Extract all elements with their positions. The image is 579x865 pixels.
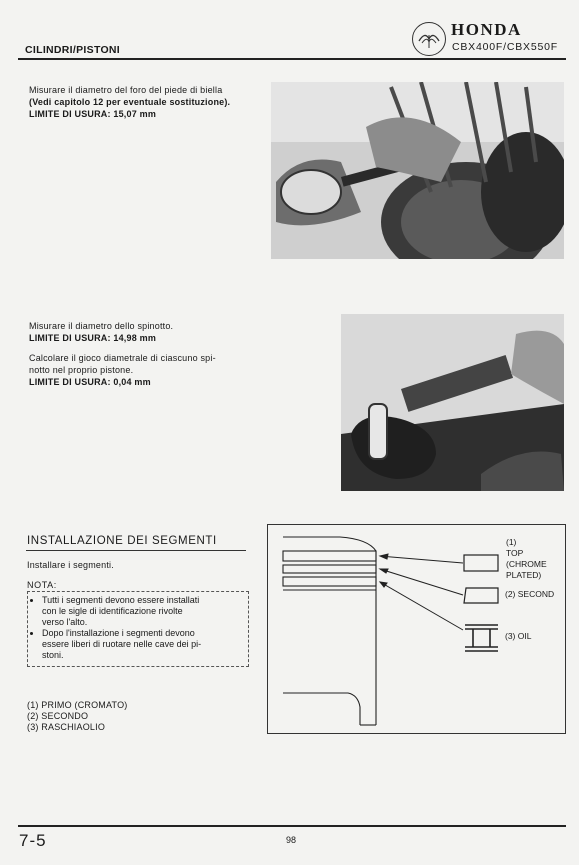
note-box xyxy=(27,591,249,667)
page-number: 7-5 xyxy=(19,831,47,850)
oil-ring-section xyxy=(465,625,498,651)
note-item: • Tutti i segmenti devono essere installati con le sigle di identificazione rivolte verso l'alto. xyxy=(42,595,244,628)
folio-number: 98 xyxy=(286,835,297,845)
photo-measuring-conrod-bore xyxy=(271,82,564,259)
text-line: Misurare il diametro del foro del piede di biella xyxy=(29,85,223,95)
second-ring-section xyxy=(464,588,498,603)
rings-section-title: INSTALLAZIONE DEI SEGMENTI xyxy=(27,535,217,547)
note-label: NOTA: xyxy=(27,580,57,590)
piston-ring-diagram xyxy=(267,524,566,734)
text-line: (Vedi capitolo 12 per eventuale sostituzione). xyxy=(29,97,231,107)
diagram-label-second: (2) SECOND xyxy=(505,589,555,599)
wear-limit-pin: LIMITE DI USURA: 14,98 mm xyxy=(29,333,157,343)
legend-item-second: (2) SECONDO xyxy=(27,711,89,721)
text-line: Calcolare il gioco diametrale di ciascuno spi- xyxy=(29,353,216,363)
measure-piston-pin-text xyxy=(29,320,216,388)
footer-rule xyxy=(18,825,566,827)
honda-wing-logo-icon xyxy=(412,22,446,56)
legend-item-oil: (3) RASCHIAOLIO xyxy=(27,722,106,732)
text-line: Misurare il diametro dello spinotto. xyxy=(29,321,174,331)
diagram-label-top: (1) TOP (CHROME PLATED) xyxy=(506,537,547,580)
section-title: CILINDRI/PISTONI xyxy=(25,44,121,56)
text-line: notto nel proprio pistone. xyxy=(29,365,134,375)
header-rule xyxy=(18,58,566,60)
install-rings-instruction: Installare i segmenti. xyxy=(27,560,114,570)
measure-conrod-bore-text xyxy=(29,84,230,120)
top-ring-section xyxy=(464,555,498,571)
note-item: • Dopo l'installazione i segmenti devono essere liberi di ruotare nelle cave dei pi- stoni. xyxy=(42,628,244,661)
diagram-label-oil: (3) OIL xyxy=(505,631,532,641)
photo-measuring-piston-pin xyxy=(341,314,564,491)
legend-item-top: (1) PRIMO (CROMATO) xyxy=(27,700,128,710)
brand-name: HONDA xyxy=(451,20,522,39)
wear-limit-clearance: LIMITE DI USURA: 0,04 mm xyxy=(29,377,151,387)
ring-legend xyxy=(27,700,127,733)
wear-limit-conrod: LIMITE DI USURA: 15,07 mm xyxy=(29,109,157,119)
section-underline xyxy=(26,550,246,551)
model-name: CBX400F/CBX550F xyxy=(452,41,558,53)
